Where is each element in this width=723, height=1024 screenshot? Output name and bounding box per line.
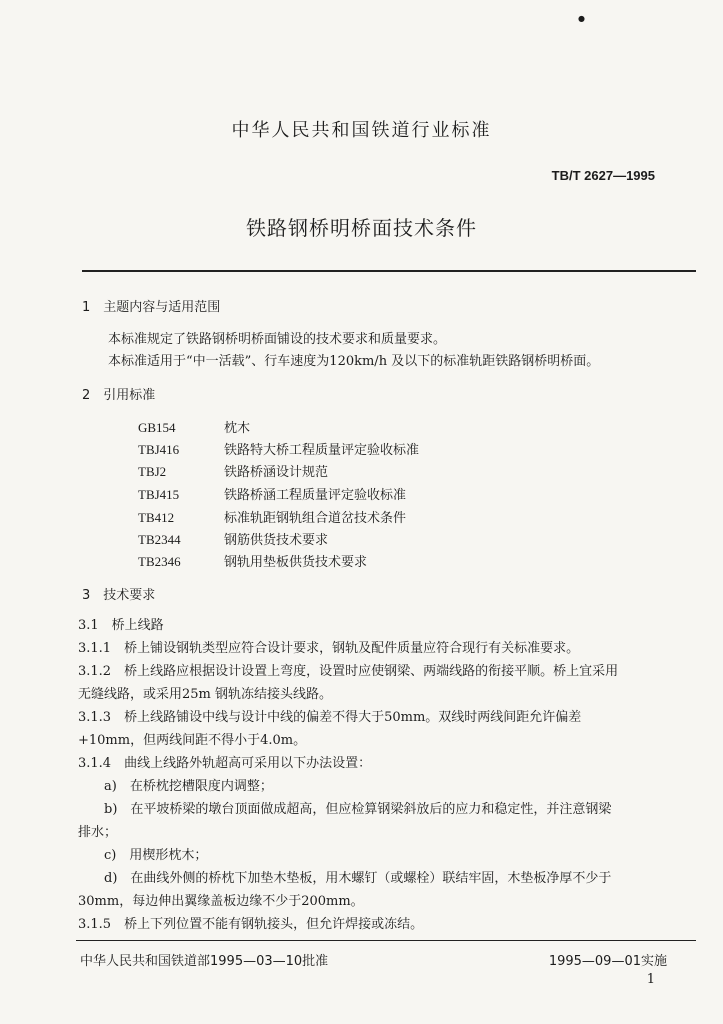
reference-item <box>138 552 367 573</box>
section-1-paragraph-2: 本标准适用于“中一活载”、行车速度为120km/h 及以下的标准轨距铁路钢桥明桥面。 <box>108 354 600 369</box>
reference-name: 标准轨距钢轨组合道岔技术条件 <box>224 511 407 526</box>
clause-3-1-4-d: d) 在曲线外侧的桥枕下加垫木垫板，用木螺钉（或螺栓）联结牢固，木垫板净厚不少于 <box>104 871 612 886</box>
clause-3-1-3: 3.1.3 桥上线路铺设中线与设计中线的偏差不得大于50mm。双线时两线间距允许偏差 <box>78 710 582 725</box>
clause-3-1-4-b-cont: 排水； <box>78 825 118 840</box>
reference-name: 铁路桥涵设计规范 <box>224 465 329 480</box>
issuing-organization: 中华人民共和国铁道行业标准 <box>231 120 492 141</box>
clause-3-1-4-c: c) 用楔形枕木； <box>104 848 208 863</box>
clause-3-1-5: 3.1.5 桥上下列位置不能有钢轨接头，但允许焊接或冻结。 <box>78 917 424 932</box>
effective-date: 1995—09—01实施 <box>548 954 667 969</box>
reference-code: TBJ416 <box>138 442 180 457</box>
reference-code: TBJ415 <box>138 487 180 502</box>
reference-code: TB2346 <box>138 554 181 569</box>
standard-number: TB/T 2627—1995 <box>551 168 655 183</box>
section-2-heading: 2 引用标准 <box>82 388 156 403</box>
clause-3-1: 3.1 桥上线路 <box>78 618 164 633</box>
reference-code: TB2344 <box>138 532 181 547</box>
section-3-heading: 3 技术要求 <box>82 588 156 603</box>
reference-item <box>138 418 250 439</box>
reference-code: TB412 <box>138 510 175 525</box>
reference-name: 铁路桥涵工程质量评定验收标准 <box>224 488 407 503</box>
top-divider <box>82 270 696 272</box>
reference-code: GB154 <box>138 420 176 435</box>
reference-name: 钢轨用垫板供货技术要求 <box>224 555 368 570</box>
reference-item <box>138 485 406 506</box>
clause-3-1-2: 3.1.2 桥上线路应根据设计设置上弯度，设置时应使钢梁、两端线路的衔接平顺。桥上宜采用 <box>78 664 619 679</box>
clause-3-1-4-b: b) 在平坡桥梁的墩台顶面做成超高，但应检算钢梁斜放后的应力和稳定性，并注意钢梁 <box>104 802 612 817</box>
approval-date: 中华人民共和国铁道部1995—03—10批准 <box>80 954 329 969</box>
clause-3-1-4-a: a) 在桥枕挖槽限度内调整； <box>104 779 273 794</box>
section-1-paragraph-1: 本标准规定了铁路钢桥明桥面铺设的技术要求和质量要求。 <box>108 332 447 347</box>
page-number: 1 <box>646 972 655 987</box>
clause-3-1-4: 3.1.4 曲线上线路外轨超高可采用以下办法设置： <box>78 756 372 771</box>
reference-item <box>138 462 328 483</box>
reference-name: 铁路特大桥工程质量评定验收标准 <box>224 443 420 458</box>
speck-mark: ● <box>578 14 585 23</box>
bottom-divider <box>76 940 696 941</box>
reference-item <box>138 440 419 461</box>
reference-item <box>138 530 328 551</box>
clause-3-1-2-cont: 无缝线路，或采用25m 钢轨冻结接头线路。 <box>78 687 333 702</box>
reference-code: TBJ2 <box>138 464 167 479</box>
document-title: 铁路钢桥明桥面技术条件 <box>246 216 477 240</box>
reference-name: 枕木 <box>224 421 251 436</box>
section-1-heading: 1 主题内容与适用范围 <box>82 300 221 315</box>
reference-name: 钢筋供货技术要求 <box>224 533 329 548</box>
clause-3-1-1: 3.1.1 桥上铺设钢轨类型应符合设计要求，钢轨及配件质量应符合现行有关标准要求。 <box>78 641 580 656</box>
reference-item <box>138 508 406 529</box>
clause-3-1-3-cont: +10mm，但两线间距不得小于4.0m。 <box>78 733 307 748</box>
clause-3-1-4-d-cont: 30mm，每边伸出翼缘盖板边缘不少于200mm。 <box>78 894 364 909</box>
